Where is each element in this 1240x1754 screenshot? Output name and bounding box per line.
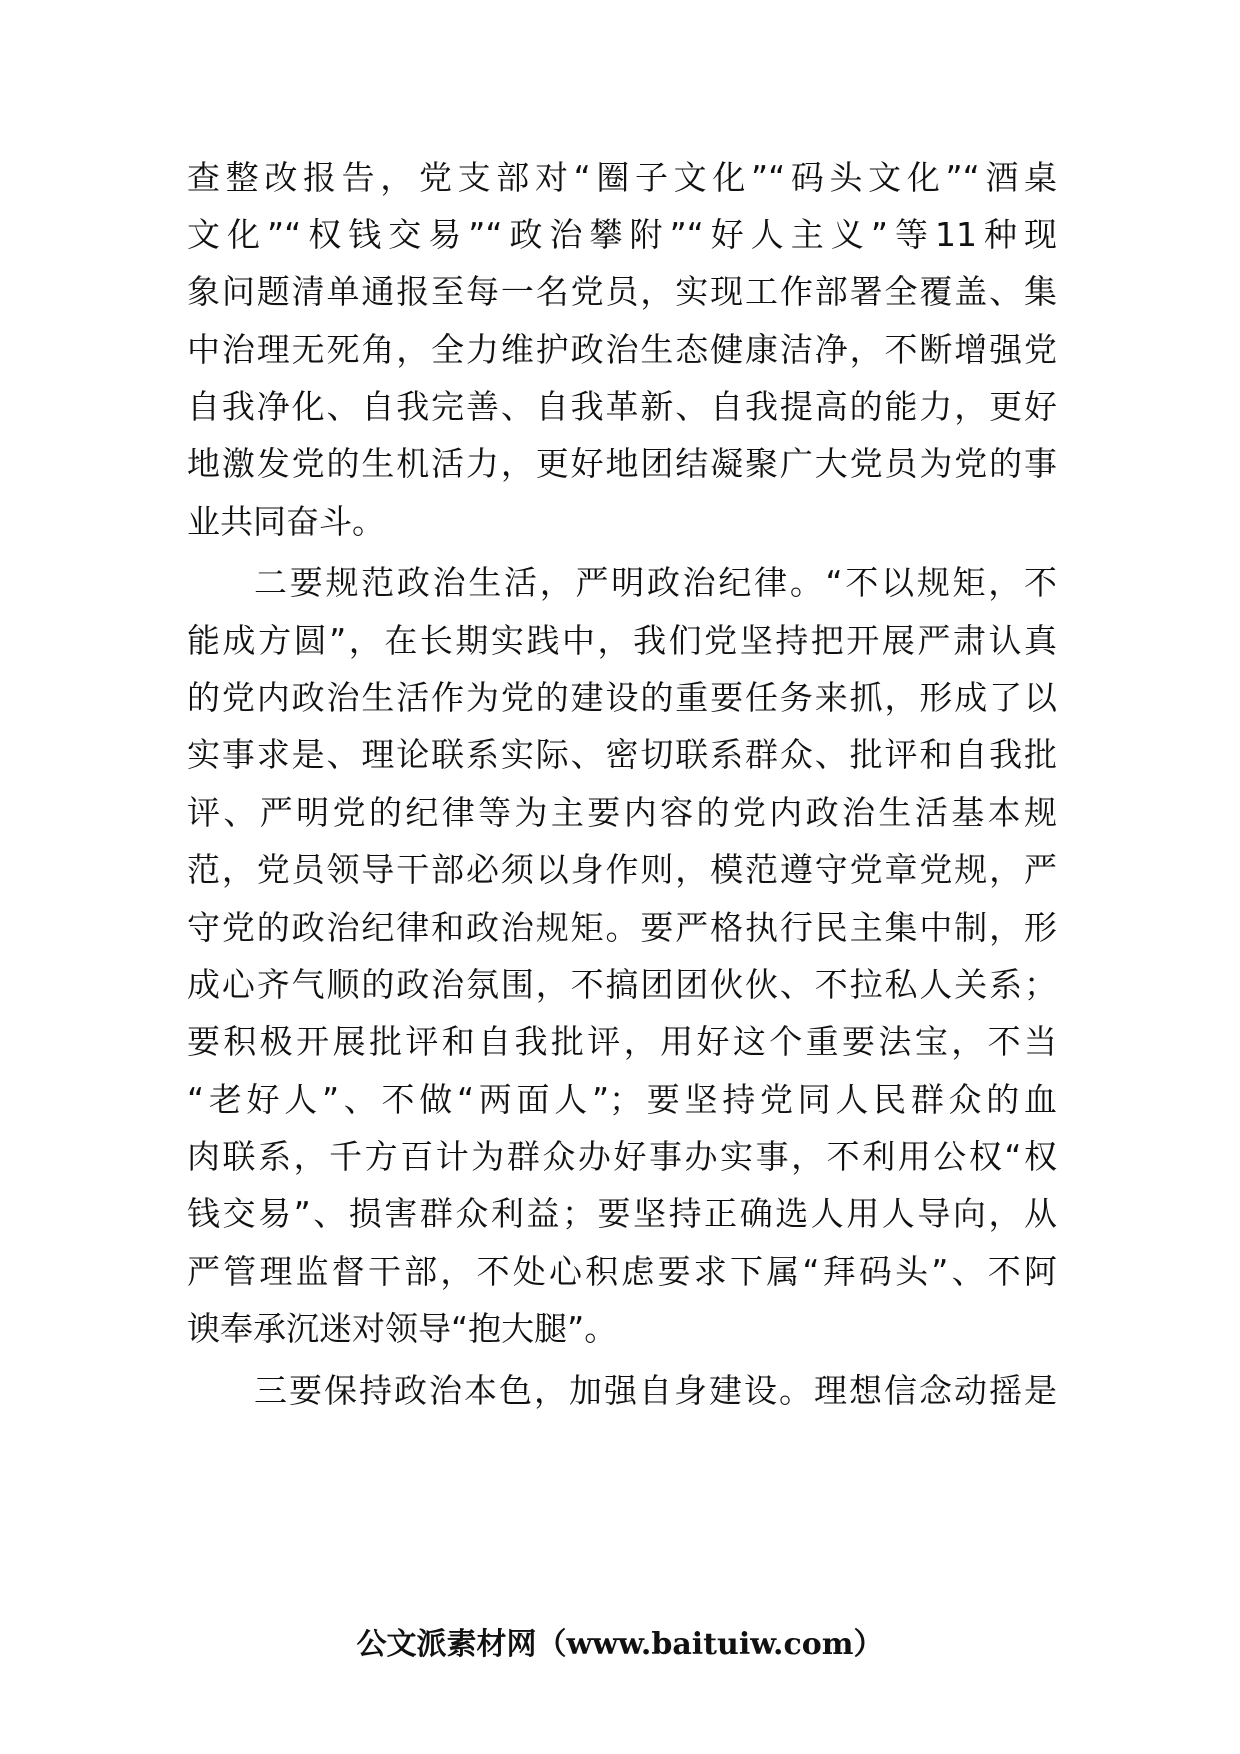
paragraph-2-line-1: 二要规范政治生活，严明政治纪律。“不以规矩，不 [254,563,1057,602]
paragraph-1-line-5: 自我净化、自我完善、自我革新、自我提高的能力，更好 [187,387,1057,426]
paragraph-2-line-12: 钱交易”、损害群众利益；要坚持正确选人用人导向，从 [187,1194,1057,1233]
paragraph-2-line-6: 范，党员领导干部必须以身作则，模范遵守党章党规，严 [187,850,1057,889]
paragraph-1-line-3: 象问题清单通报至每一名党员，实现工作部署全覆盖、集 [187,272,1057,311]
paragraph-2-line-2: 能成方圆”，在长期实践中，我们党坚持把开展严肃认真 [187,621,1057,660]
paragraph-1-line-2: 文化”“权钱交易”“政治攀附”“好人主义”等11种现 [187,215,1057,254]
paragraph-1-line-7: 业共同奋斗。 [187,502,385,541]
paragraph-1-line-6: 地激发党的生机活力，更好地团结凝聚广大党员为党的事 [187,444,1057,483]
paragraph-2-line-10: “老好人”、不做“两面人”；要坚持党同人民群众的血 [187,1080,1057,1119]
paragraph-3-line-1: 三要保持政治本色，加强自身建设。理想信念动摇是 [254,1371,1057,1410]
paragraph-1-line-4: 中治理无死角，全力维护政治生态健康洁净，不断增强党 [187,330,1057,369]
paragraph-2-line-9: 要积极开展批评和自我批评，用好这个重要法宝，不当 [187,1022,1057,1061]
footer-source-text: 公文派素材网（www.baituiw.com） [356,1627,884,1662]
paragraph-2-line-14: 谀奉承沉迷对领导“抱大腿”。 [187,1309,618,1348]
paragraph-2-line-7: 守党的政治纪律和政治规矩。要严格执行民主集中制，形 [187,908,1057,947]
paragraph-2-line-13: 严管理监督干部，不处心积虑要求下属“拜码头”、不阿 [187,1252,1057,1291]
paragraph-2-line-11: 肉联系，千方百计为群众办好事办实事，不利用公权“权 [187,1137,1057,1176]
paragraph-2-line-5: 评、严明党的纪律等为主要内容的党内政治生活基本规 [187,793,1057,832]
paragraph-2-line-8: 成心齐气顺的政治氛围，不搞团团伙伙、不拉私人关系； [187,965,1057,1004]
paragraph-2-line-4: 实事求是、理论联系实际、密切联系群众、批评和自我批 [187,735,1057,774]
paragraph-2-line-3: 的党内政治生活作为党的建设的重要任务来抓，形成了以 [187,678,1057,717]
paragraph-1-line-1: 查整改报告，党支部对“圈子文化”“码头文化”“酒桌 [187,158,1057,197]
